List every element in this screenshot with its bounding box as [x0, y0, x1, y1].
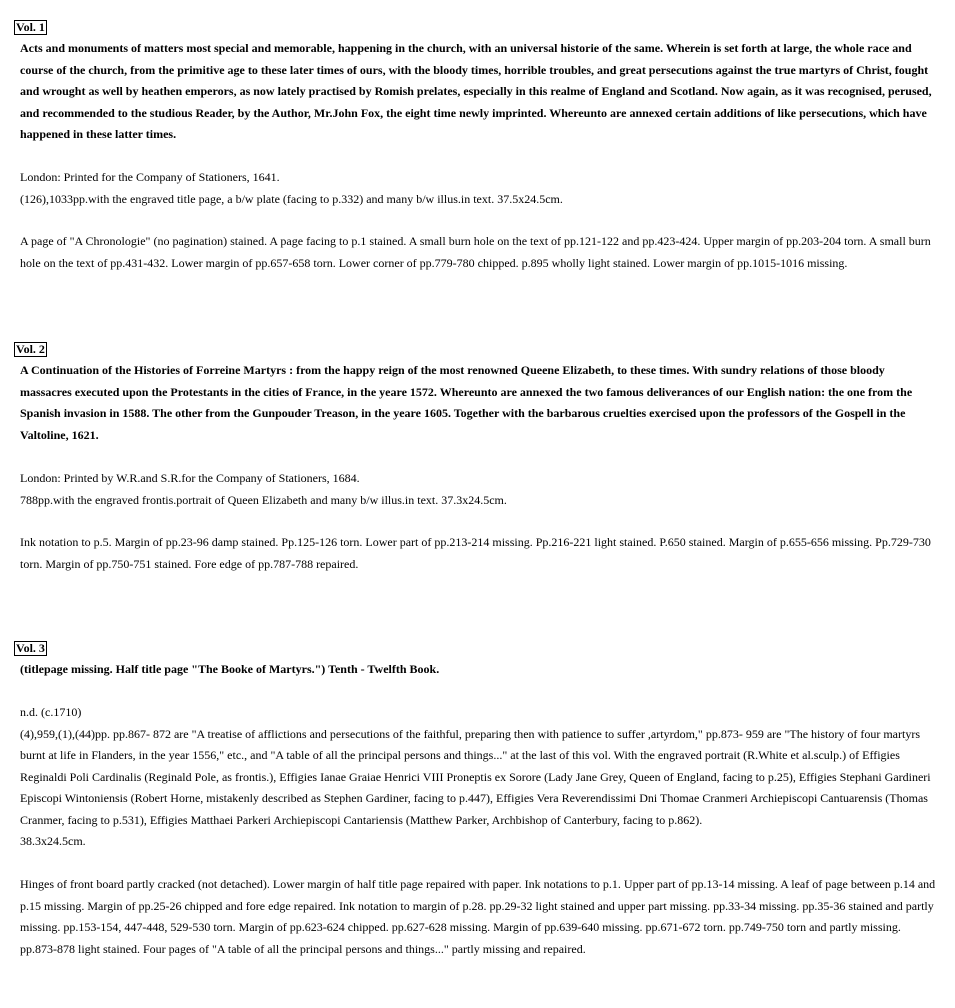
vol-3-label: Vol. 3	[16, 641, 45, 655]
vol-2-condition: Ink notation to p.5. Margin of pp.23-96 damp stained. Pp.125-126 torn. Lower part of pp.213-214 missing. Pp.216-221 light stained. P.650 stained. Margin of p.655-656 missing. Pp.729-730 torn. Margin of pp.750-751 stained. Fore edge of pp.787-788 repaired.	[20, 535, 931, 571]
vol-2-label: Vol. 2	[16, 342, 45, 356]
vol-1-title: Acts and monuments of matters most special and memorable, happening in the church, with an universal historie of the same. Wherein is set forth at large, the whole race and course of the church, from the primitive age to these later times of ours, with the bloody times, horrible troubles, and great persecutions against the true martyrs of Christ, fought and wrought as well by heathen emperors, as now lately practised by Romish prelates, especially in this realme of England and Scotland. Now again, as it was recognised, perused, and recommended to the studious Reader, by the Author, Mr.John Fox, the eight time newly imprinted. Whereunto are annexed certain additions of like persecutions, which have happened in these latter times.	[20, 41, 932, 141]
vol-1-imprint: London: Printed for the Company of Stationers, 1641.	[20, 170, 280, 184]
vol-3-details	[20, 702, 938, 853]
vol-1-condition: A page of "A Chronologie" (no pagination) stained. A page facing to p.1 stained. A small burn hole on the text of pp.121-122 and pp.423-424. Upper margin of pp.203-204 torn. A small burn hole on the text of pp.431-432. Lower margin of pp.657-658 torn. Lower corner of pp.779-780 chipped. p.895 wholly light stained. Lower margin of pp.1015-1016 missing.	[20, 234, 931, 270]
vol-2-title: A Continuation of the Histories of Forreine Martyrs : from the happy reign of the most renowned Queene Elizabeth, to these times. With sundry relations of those bloody massacres executed upon the Protestants in the cities of France, in the yeare 1572. Whereunto are annexed the two famous deliverances of our English nation: the one from the Spanish invasion in 1588. The other from the Gunpouder Treason, in the yeare 1605. Together with the barbarous cruelties exercised upon the professors of the Gospell in the Valtoline, 1621.	[20, 363, 913, 442]
vol-1-details	[20, 167, 938, 210]
vol-3-title: (titlepage missing. Half title page "The Booke of Martyrs.") Tenth - Twelfth Book.	[20, 662, 440, 676]
vol-1-collation: (126),1033pp.with the engraved title page, a b/w plate (facing to p.332) and many b/w illus.in text. 37.5x24.5cm.	[20, 191, 563, 206]
vol-2-details	[20, 468, 938, 511]
vol-3-collation: (4),959,(1),(44)pp. pp.867- 872 are "A treatise of afflictions and persecutions of the faithful, preparing then with patience to suffer ,artyrdom," pp.873- 959 are "The history of four martyrs burnt at life in Flanders, in the year 1556," etc., and "A table of all the principal persons and things..." at the last of this vol. With the engraved portrait (R.White et al.sculp.) of Effigies Reginaldi Poli Cardinalis (Reginald Pole, as frontis.), Effigies Ianae Graiae Henrici VIII Proneptis ex Sorore (Lady Jane Grey, Queen of England, facing to p.25), Effigies Stephani Gardineri Episcopi Wintoniensis (Robert Horne, mistakenly described as Stephen Gardiner, facing to p.447), Effigies Vera Reverendissimi Dni Thomae Cranmeri Archiepiscopi Cantuarensis (Thomas Cranmer, facing to p.531), Effigies Matthaei Parkeri Archiepiscopi Cantariensis (Matthew Parker, Archbishop of Canterbury, facing to p.862).	[20, 726, 931, 827]
vol-3-imprint: n.d. (c.1710)	[20, 705, 82, 719]
vol-3-condition: Hinges of front board partly cracked (not detached). Lower margin of half title page repaired with paper. Ink notations to p.1. Upper part of pp.13-14 missing. A leaf of page between p.14 and p.15 missing. Margin of pp.25-26 chipped and fore edge repaired. Ink notation to margin of p.28. pp.29-32 light stained and upper part missing. pp.33-34 missing. pp.35-36 stained and partly missing. pp.153-154, 447-448, 529-530 torn. Margin of pp.623-624 chipped. pp.627-628 missing. Margin of pp.639-640 missing. pp.671-672 torn. pp.749-750 torn and partly missing. pp.873-878 light stained. Four pages of "A table of all the principal persons and things..." partly missing and repaired.	[20, 877, 936, 956]
vol-2-collation: 788pp.with the engraved frontis.portrait of Queen Elizabeth and many b/w illus.in text. 37.3x24.5cm.	[20, 492, 507, 507]
vol-2-imprint: London: Printed by W.R.and S.R.for the Company of Stationers, 1684.	[20, 471, 360, 485]
vol-1-label: Vol. 1	[16, 20, 45, 34]
vol-3-size: 38.3x24.5cm.	[20, 834, 86, 848]
